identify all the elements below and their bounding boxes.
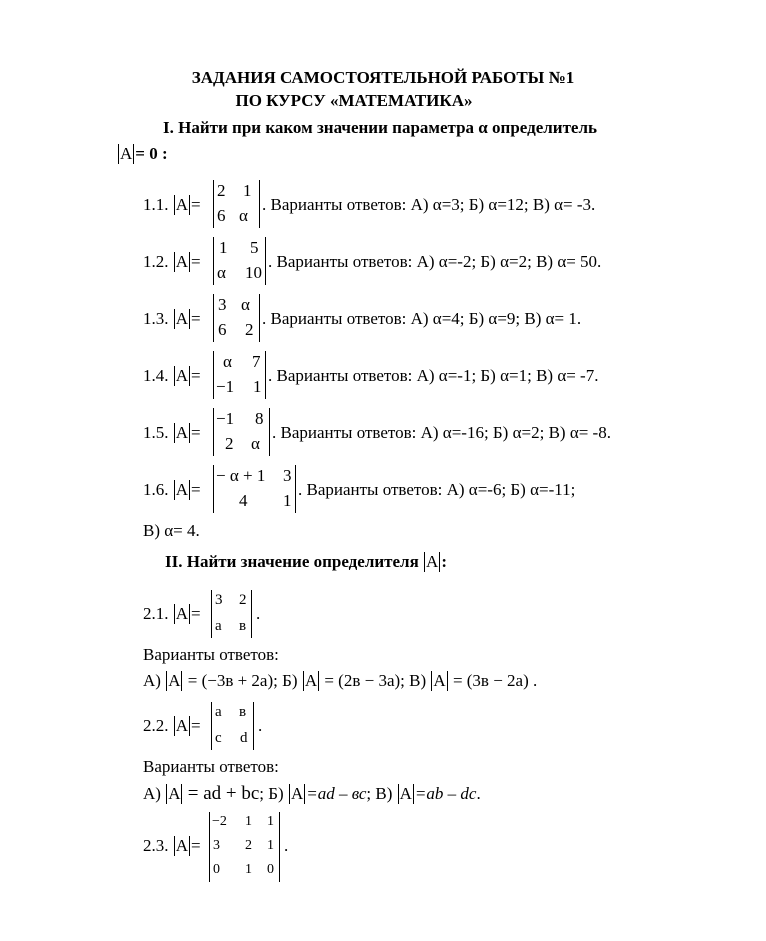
task-1-4-label: 1.4. A = [143,366,201,385]
matrix-cell: c [215,730,222,746]
task-2-1-answers: А) A = (−3в + 2а); Б) A = (2в − 3а); В) A = (3в − 2а) . [143,671,538,690]
task-1-6-matrix [213,465,297,513]
matrix-cell: a [215,704,222,720]
task-1-1-label: 1.1. A = [143,195,201,214]
matrix-cell: −1 [216,409,235,428]
task-2-2-matrix [211,702,255,750]
matrix-cell: 1 [267,838,274,853]
matrix-cell: 4 [239,491,248,510]
matrix-cell: 3 [283,466,292,485]
task-2-3-matrix [209,812,281,882]
matrix-cell: 1 [243,181,252,200]
matrix-cell: 1 [245,814,252,829]
matrix-cell: 0 [213,862,220,877]
task-2-1-label: 2.1. A = [143,604,201,623]
matrix-cell: 2 [217,181,226,200]
title-line-2: ПО КУРСУ «МАТЕМАТИКА» [235,91,473,110]
matrix-cell: −2 [212,814,227,829]
matrix-cell: α [217,263,226,282]
task-1-5-label: 1.5. A = [143,423,201,442]
matrix-cell: в [239,704,247,720]
task-1-3-label: 1.3. A = [143,309,201,328]
task-1-4-answers: . Варианты ответов: А) α=-1; Б) α=1; В) α= -7. [268,366,599,385]
task-2-2-label: 2.2. A = [143,716,201,735]
task-1-6-answers-cont: В) α= 4. [143,521,200,540]
matrix-cell: в [239,618,247,634]
task-1-5-answers: . Варианты ответов: А) α=-16; Б) α=2; В) α= -8. [272,423,611,442]
matrix-cell: 1 [219,238,228,257]
matrix-cell: d [240,730,248,746]
task-2-3-label: 2.3. A = [143,836,201,855]
task-1-3-answers: . Варианты ответов: А) α=4; Б) α=9; В) α= 1. [262,309,582,328]
matrix-cell: α [241,295,250,314]
matrix-cell: 2 [239,592,247,608]
title-line-1: ЗАДАНИЯ САМОСТОЯТЕЛЬНОЙ РАБОТЫ №1 [191,68,575,87]
matrix-cell: −1 [216,377,235,396]
matrix-cell: 1 [267,814,274,829]
task-1-4-matrix [213,351,267,399]
task-1-5-matrix [213,408,271,456]
section1-heading: I. Найти при каком значении параметра α определитель [163,118,597,137]
task-1-3-matrix [213,294,261,342]
matrix-cell: α [239,206,248,225]
task-1-1-matrix [213,180,261,228]
matrix-cell: − α + 1 [216,466,266,485]
task-1-1-answers: . Варианты ответов: А) α=3; Б) α=12; В) α= -3. [262,195,596,214]
matrix-cell: а [215,618,222,634]
matrix-cell: 3 [213,838,220,853]
task-2-1-variants-label: Варианты ответов: [143,645,279,664]
matrix-cell: 3 [218,295,227,314]
task-2-1-matrix [211,590,253,638]
matrix-cell: α [251,434,260,453]
task-1-2-label: 1.2. A = [143,252,201,271]
task-2-2-dot: . [258,716,263,735]
matrix-cell: 1 [245,862,252,877]
matrix-cell: α [223,352,232,371]
task-2-1-dot: . [256,604,261,623]
section2-heading: II. Найти значение определителя A : [165,552,447,571]
matrix-cell: 3 [215,592,223,608]
matrix-cell: 2 [245,320,254,339]
matrix-cell: 2 [245,838,252,853]
task-1-2-answers: . Варианты ответов: А) α=-2; Б) α=2; В) α= 50. [268,252,602,271]
task-2-2-variants-label: Варианты ответов: [143,757,279,776]
task-2-3-dot: . [284,836,289,855]
matrix-cell: 0 [267,862,274,877]
matrix-cell: 6 [217,206,226,225]
matrix-cell: 8 [255,409,264,428]
matrix-cell: 1 [253,377,262,396]
matrix-cell: 6 [218,320,227,339]
task-2-2-answers: А) A = ad + bc; Б) A =ad – вс; В) A =ab – dc. [143,783,481,804]
task-1-2-matrix [213,237,267,285]
task-1-6-answers: . Варианты ответов: А) α=-6; Б) α=-11; [298,480,576,499]
matrix-cell: 5 [250,238,259,257]
task-1-6-label: 1.6. A = [143,480,201,499]
matrix-cell: 2 [225,434,234,453]
matrix-cell: 1 [283,491,292,510]
matrix-cell: 10 [245,263,262,282]
section1-condition: A = 0 : [120,144,168,163]
matrix-cell: 7 [252,352,261,371]
